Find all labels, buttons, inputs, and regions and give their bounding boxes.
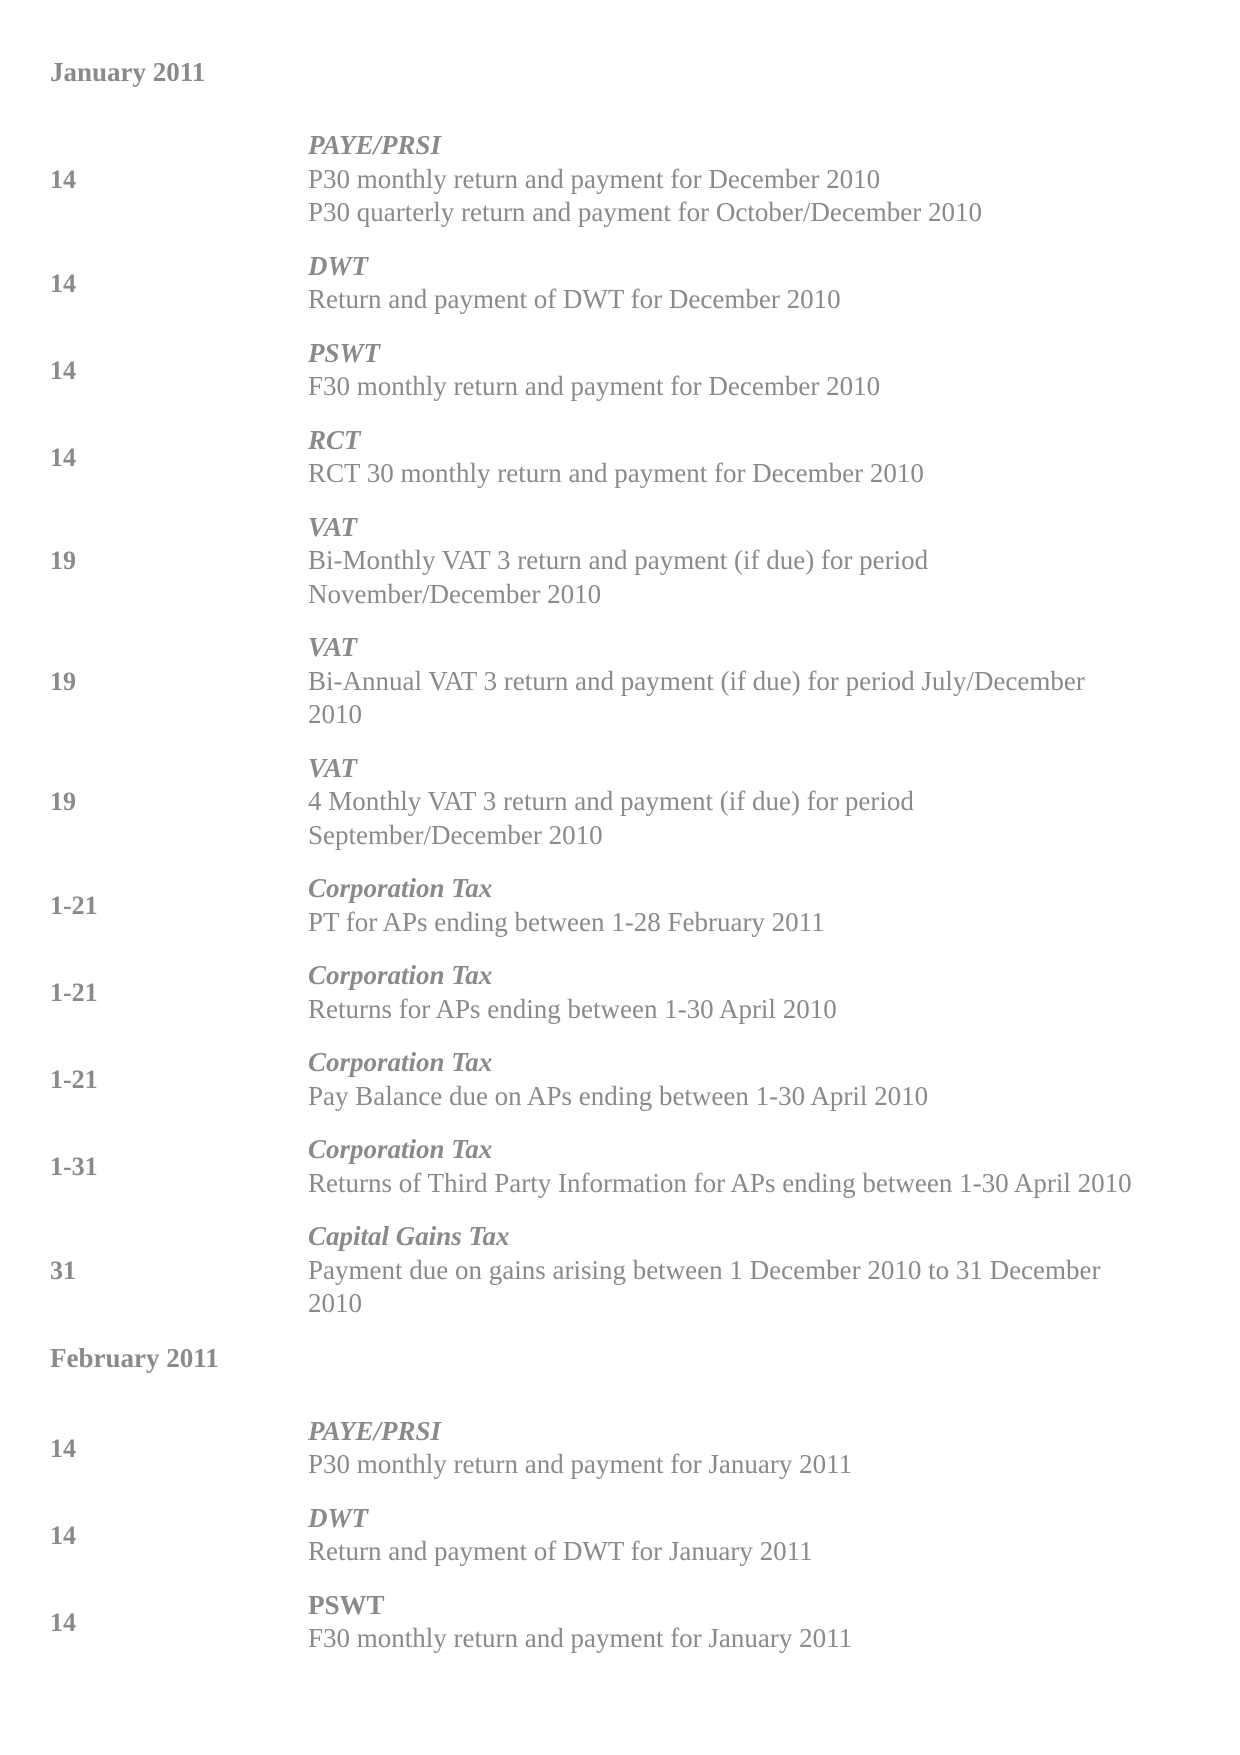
entry-content	[308, 424, 1190, 491]
entry-category: VAT	[308, 511, 358, 542]
entry-category: VAT	[308, 632, 358, 662]
entry-description: Pay Balance due on APs ending between 1-30 April 2010	[308, 1080, 929, 1111]
entry-date: 1-21	[50, 891, 98, 920]
entry-date: 14	[50, 268, 76, 298]
entry-date: 19	[50, 787, 76, 817]
entry-content	[308, 129, 1190, 230]
calendar-entry	[50, 1589, 1190, 1656]
calendar-entry	[50, 631, 1190, 732]
entry-description: Return and payment of DWT for December 2010	[308, 284, 841, 314]
calendar-entry	[50, 1502, 1190, 1569]
calendar-entry	[50, 872, 1190, 939]
entry-content	[308, 511, 1190, 612]
entry-category: Corporation Tax	[308, 873, 493, 903]
entry-description: Payment due on gains arising between 1 December 2010 to 31 December 2010	[308, 1254, 1101, 1318]
month-heading: January 2011	[50, 57, 206, 87]
entry-description: 4 Monthly VAT 3 return and payment (if due) for period September/December 2010	[308, 786, 914, 850]
month-heading: February 2011	[50, 1342, 219, 1373]
entry-category: PAYE/PRSI	[308, 130, 442, 160]
entry-date: 1-31	[50, 1152, 98, 1181]
entry-date: 19	[50, 666, 76, 696]
entry-content	[308, 1133, 1190, 1200]
entry-date: 14	[50, 355, 76, 385]
entry-description: Bi-Annual VAT 3 return and payment (if due) for period July/December 2010	[308, 665, 1085, 729]
entry-date: 14	[50, 164, 76, 194]
calendar-entry	[50, 1415, 1190, 1482]
entry-content	[308, 752, 1190, 853]
entry-description: Returns of Third Party Information for APs ending between 1-30 April 2010	[308, 1167, 1132, 1198]
entry-date: 31	[50, 1255, 76, 1285]
entry-date: 14	[50, 1520, 76, 1550]
entry-category: VAT	[308, 752, 358, 783]
entry-category: Corporation Tax	[308, 1134, 493, 1164]
entry-content	[308, 337, 1190, 404]
entry-date: 1-21	[50, 978, 98, 1007]
entry-content	[308, 1589, 1190, 1656]
entry-description: F30 monthly return and payment for December 2010	[308, 371, 881, 401]
entry-content	[308, 250, 1190, 317]
entry-date: 14	[50, 442, 76, 472]
entry-description: P30 monthly return and payment for January 2011	[308, 1449, 853, 1479]
calendar-entry	[50, 511, 1190, 612]
entry-date: 19	[50, 546, 76, 576]
calendar-entry	[50, 959, 1190, 1026]
entry-content	[308, 1502, 1190, 1569]
entry-content	[308, 1046, 1190, 1113]
entry-category: PSWT	[308, 337, 381, 368]
calendar-entry	[50, 424, 1190, 491]
entry-description: Return and payment of DWT for January 2011	[308, 1536, 813, 1566]
entry-content	[308, 631, 1190, 732]
entry-description: P30 monthly return and payment for December 2010 P30 quarterly return and payment for October/December 2010	[308, 163, 983, 227]
entry-content	[308, 959, 1190, 1026]
entry-description: PT for APs ending between 1-28 February 2011	[308, 906, 825, 937]
calendar-entry	[50, 1046, 1190, 1113]
entry-category: Corporation Tax	[308, 960, 493, 990]
calendar-entry	[50, 1220, 1190, 1321]
entry-category: RCT	[308, 424, 361, 455]
entry-date: 1-21	[50, 1065, 98, 1094]
tax-calendar-page	[50, 0, 1190, 1676]
entry-description: Returns for APs ending between 1-30 April 2010	[308, 993, 837, 1024]
calendar-entry	[50, 129, 1190, 230]
entry-category: PAYE/PRSI	[308, 1415, 442, 1446]
entry-category: Capital Gains Tax	[308, 1221, 510, 1251]
calendar-entry	[50, 337, 1190, 404]
entry-category: PSWT	[308, 1589, 385, 1620]
entry-content	[308, 1415, 1190, 1482]
entry-category: DWT	[308, 1502, 368, 1533]
entry-category: DWT	[308, 250, 368, 281]
entry-description: F30 monthly return and payment for January 2011	[308, 1623, 853, 1653]
entry-content	[308, 872, 1190, 939]
calendar-entry	[50, 1133, 1190, 1200]
calendar-entry	[50, 752, 1190, 853]
entry-content	[308, 1220, 1190, 1321]
entry-description: Bi-Monthly VAT 3 return and payment (if due) for period November/December 2010	[308, 545, 929, 609]
calendar-entry	[50, 250, 1190, 317]
entry-date: 14	[50, 1607, 76, 1637]
entry-category: Corporation Tax	[308, 1047, 493, 1077]
entry-description: RCT 30 monthly return and payment for December 2010	[308, 458, 924, 488]
entry-date: 14	[50, 1433, 76, 1463]
